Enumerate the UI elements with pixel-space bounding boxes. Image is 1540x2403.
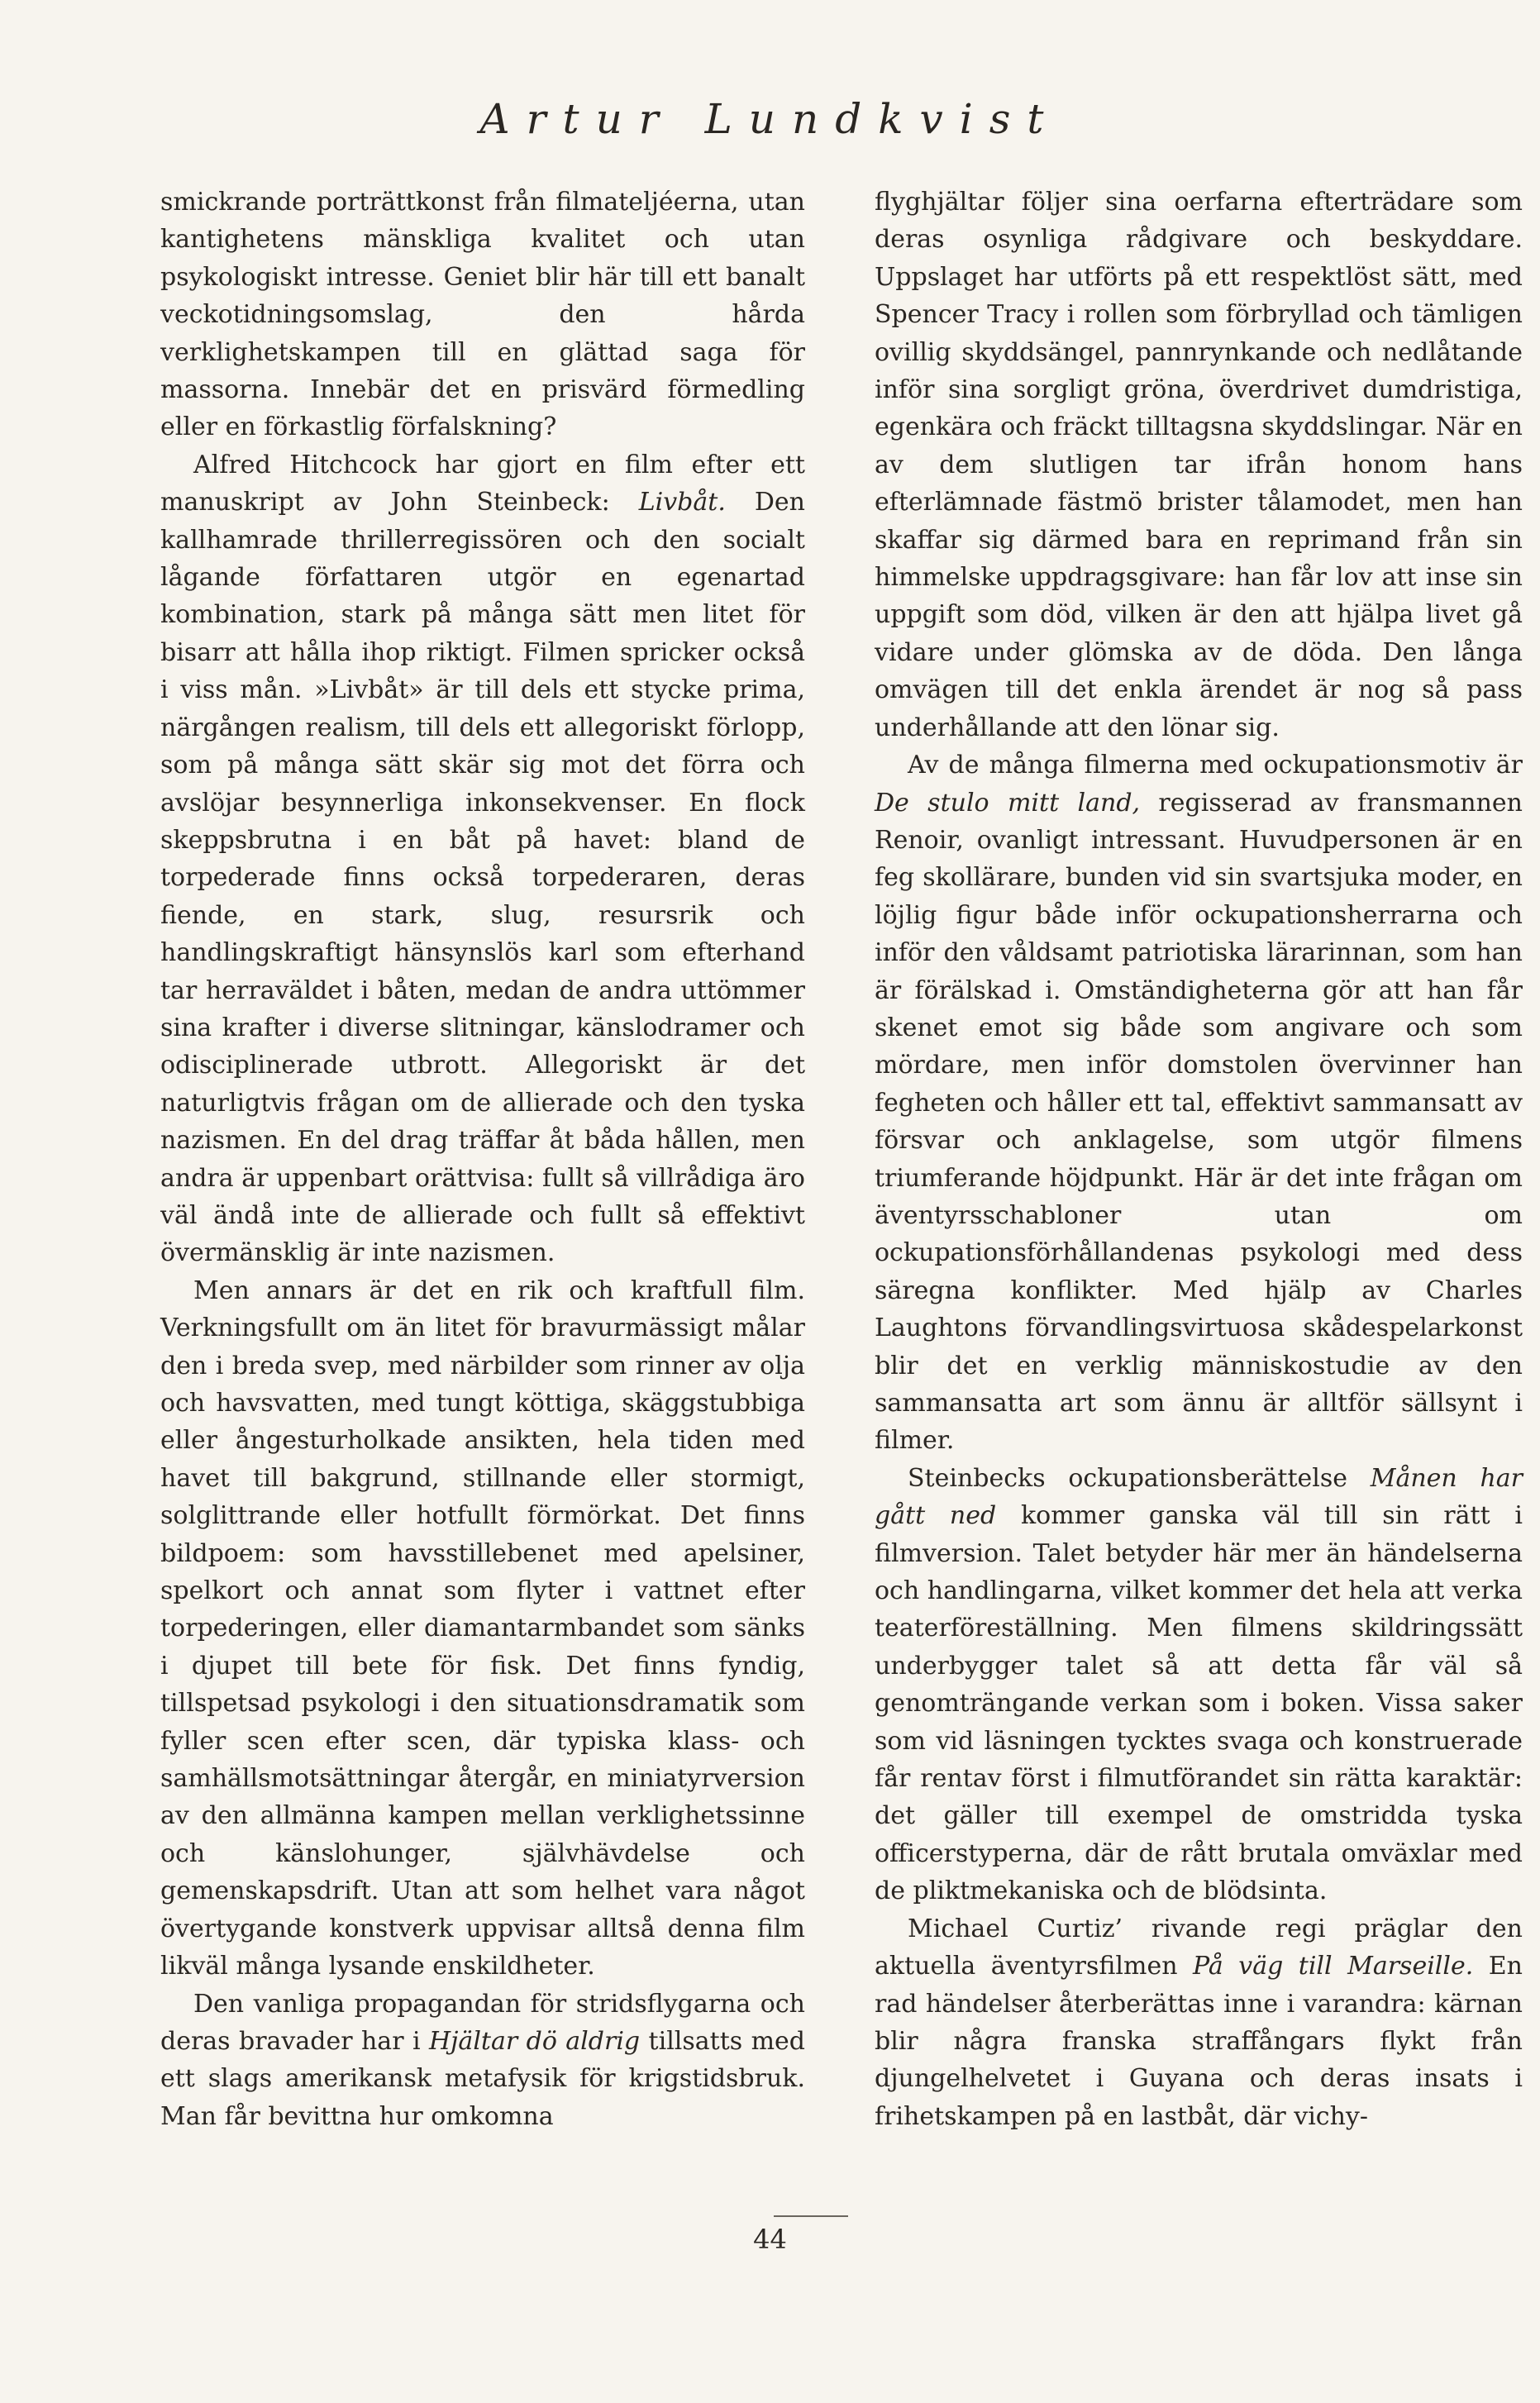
- left-paragraph-4: [160, 1986, 805, 2136]
- film-title-livbat: Livbåt.: [638, 488, 726, 517]
- right-paragraph-4-text-a: Michael Curtiz’ rivande regi präglar den aktuella äventyrsfilmen: [875, 1914, 1523, 1981]
- film-title-de-stulo-mitt-land: De stulo mitt land,: [875, 788, 1141, 818]
- right-column: [875, 184, 1523, 2135]
- right-paragraph-4: [875, 1910, 1523, 2135]
- left-paragraph-2-text-a: Alfred Hitchcock har gjort en film efter ett manuskript av John Steinbeck:: [160, 450, 805, 517]
- film-title-pa-vag-till-marseille: På väg till Marseille.: [1193, 1952, 1474, 1981]
- left-paragraph-1: smickrande porträttkonst från filmateljéerna, utan kantighetens mänskliga kvalitet och utan psykologiskt intresse. Geniet blir här till ett banalt veckotidningsomslag, den hårda verklighetskampen till en glättad saga för massorna. Innebär det en prisvärd förmedling eller en förkastlig förfalskning?: [160, 188, 805, 442]
- right-paragraph-4-text-b: En rad händelser återberättas inne i varandra: kärnan blir några franska straffångars flykt från djungelhelvetet i Guyana och deras insats i frihetskampen på en lastbåt, där vichy-: [875, 1952, 1523, 2131]
- film-title-manen-har-gatt-ned: Månen har gått ned: [875, 1463, 1523, 1531]
- footer-rule: [774, 2215, 848, 2217]
- right-paragraph-3-text-b: kommer ganska väl till sin rätt i filmversion. Talet betyder här mer än händelserna och handlingarna, vilket kommer det hela att verka teaterföreställning. Men filmens skildringssätt underbygger talet så att detta får väl så genomträngande verkan som i boken. Vissa saker som vid läsningen tycktes svaga och konstruerade får rentav först i filmutförandet sin rätta karaktär: det gäller till exempel de omstridda tyska officerstyperna, där de rått brutala omväxlar med de pliktmekaniska och de blödsinta.: [875, 1501, 1523, 1906]
- film-title-hjaltar-do-aldrig: Hjältar dö aldrig: [428, 2026, 641, 2056]
- left-paragraph-4-text-b: tillsatts med ett slags amerikansk metafysik för krigstidsbruk. Man får bevittna hur omkomna: [160, 2026, 805, 2131]
- left-paragraph-2: [160, 446, 805, 1272]
- left-paragraph-3: Men annars är det en rik och kraftfull film. Verkningsfullt om än litet för bravurmässigt målar den i breda svep, med närbilder som rinner av olja och havsvatten, med tungt köttiga, skäggstubbiga eller ångesturholkade ansikten, hela tiden med havet till bakgrund, stillnande eller stormigt, solglittrande eller hotfullt förmörkat. Det finns bildpoem: som havsstillebenet med apelsiner, spelkort och annat som flyter i vattnet efter torpederingen, eller diamantarmbandet som sänks i djupet till bete för fisk. Det finns fyndig, tillspetsad psykologi i den situationsdramatik som fyller scen efter scen, där typiska klass- och samhällsmotsättningar återgår, en miniatyrversion av den allmänna kampen mellan verklighetssinne och känslohunger, självhävdelse och gemenskapsdrift. Utan att som helhet vara något övertygande konstverk uppvisar alltså denna film likväl många lysande enskildheter.: [160, 1275, 805, 1981]
- left-paragraph-4-text-a: Den vanliga propagandan för stridsflygarna och deras bravader har i: [160, 1989, 805, 2056]
- right-paragraph-3-text-a: Steinbecks ockupationsberättelse: [908, 1463, 1371, 1493]
- right-paragraph-2-text-a: Av de många filmerna med ockupationsmotiv är: [908, 751, 1523, 780]
- page-number: 44: [753, 2224, 787, 2255]
- right-paragraph-1: flyghjältar följer sina oerfarna efterträdare som deras osynliga rådgivare och beskyddare. Uppslaget har utförts på ett respektlöst sätt, med Spencer Tracy i rollen som förbryllad och tämligen ovillig skyddsängel, pannrynkande och nedlåtande inför sina sorgligt gröna, överdrivet dumdristiga, egenkära och fräckt tilltagsna skyddslingar. När en av dem slutligen tar ifrån honom hans efterlämnade fästmö brister tålamodet, men han skaffar sig därmed bara en reprimand från sin himmelske uppdragsgivare: han får lov att inse sin uppgift som död, vilken är den att hjälpa livet gå vidare under glömska av de döda. Den långa omvägen till det enkla ärendet är nog så pass underhållande att den lönar sig.: [875, 188, 1523, 742]
- running-head-author: Artur Lundkvist: [479, 95, 1061, 143]
- left-column: [160, 184, 805, 2135]
- right-paragraph-2-text-b: regisserad av fransmannen Renoir, ovanligt intressant. Huvudpersonen är en feg skollärare, bunden vid sin svartsjuka moder, en löjlig figur både inför ockupationsherrarna och inför den våldsamt patriotiska lärarinnan, som han är förälskad i. Omständigheterna gör att han får skenet emot sig både som angivare och som mördare, men inför domstolen övervinner han fegheten och håller ett tal, effektivt sammansatt av försvar och anklagelse, som utgör filmens triumferande höjdpunkt. Här är det inte frågan om äventyrsschabloner utan om ockupationsförhållandenas psykologi med dess säregna konflikter. Med hjälp av Charles Laughtons förvandlingsvirtuosa skådespelarkonst blir det en verklig människostudie av den sammansatta art som ännu är alltför sällsynt i filmer.: [875, 788, 1523, 1456]
- right-paragraph-2: [875, 746, 1523, 1460]
- left-paragraph-2-text-b: Den kallhamrade thrillerregissören och den socialt lågande författaren utgör en egenartad kombination, stark på många sätt men litet för bisarr att hålla ihop riktigt. Filmen spricker också i viss mån. »Livbåt» är till dels ett stycke prima, närgången realism, till dels ett allegoriskt förlopp, som på många sätt skär sig mot det förra och avslöjar besynnerliga inkonsekvenser. En flock skeppsbrutna i en båt på havet: bland de torpederade finns också torpederaren, deras fiende, en stark, slug, resursrik och handlingskraftigt hänsynslös karl som efterhand tar herraväldet i båten, medan de andra uttömmer sina krafter i diverse slitningar, känslodramer och odisciplinerade utbrott. Allegoriskt är det naturligtvis frågan om de allierade och den tyska nazismen. En del drag träffar åt båda hållen, men andra är uppenbart orättvisa: fullt så villrådiga äro väl ändå inte de allierade och fullt så effektivt övermänsklig är inte nazismen.: [160, 488, 806, 1268]
- right-paragraph-3: [875, 1460, 1523, 1910]
